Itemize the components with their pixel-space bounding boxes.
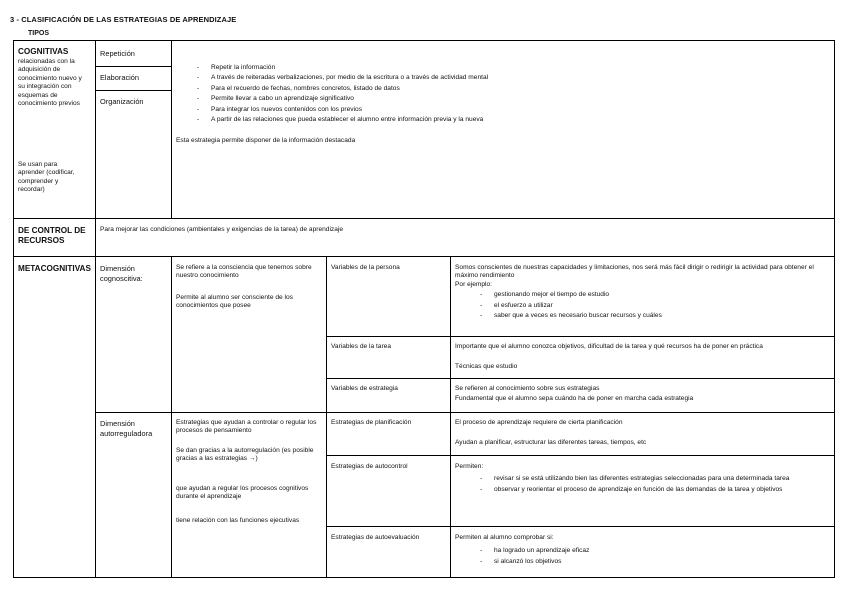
dim1-desc2: Permite al alumno ser consciente de los conocimientos que posee [176,294,293,310]
dim2-desc: Estrategias que ayudan a controlar o regular los procesos de pensamiento [176,419,317,435]
control-label: DE CONTROL DE RECURSOS [18,226,86,245]
cognitivas-closing: Esta estrategia permite disponer de la información destacada [176,137,356,144]
dimension-autorreguladora: Dimensión autorreguladora [100,419,153,438]
list-item: - ha logrado un aprendizaje eficaz [494,545,824,556]
row-bullets [494,545,824,567]
dim2-desc3: que ayudan a regular los procesos cognitivos durante el aprendizaje [176,485,309,501]
row-label: Variables de la tarea [331,343,391,350]
row-sub: Fundamental que el alumno sepa cuándo ha de poner en marcha cada estrategia [455,395,694,402]
row-text: Permiten al alumno comprobar si: [455,534,554,541]
dim2-desc2: Se dan gracias a la autorregulación (es posible gracias a las estrategias →) [176,447,314,463]
page-subtitle: TIPOS [28,30,50,37]
row-label: Estrategias de planificación [331,419,412,426]
metacognitivas-label: METACOGNITIVAS [18,264,91,273]
list-item: - Para el recuerdo de fechas, nombres concretos, listado de datos [211,84,811,94]
dimension-cognoscitiva: Dimensión cognoscitiva: [100,264,143,283]
dim2-desc4: tiene relación con las funciones ejecutivas [176,517,300,524]
cognitivas-bullets [211,63,811,125]
row-label: Variables de estrategia [331,385,398,392]
list-item: - revisar si se está utilizando bien las diferentes estrategias seleccionadas para una determinada tarea [494,474,824,485]
row-text: Importante que el alumno conozca objetivos, dificultad de la tarea y qué recursos ha de poner en práctica [455,343,763,350]
cognitivas-description: relacionadas con la adquisición de conocimiento nuevo y su integración con esquemas de conocimiento previos [18,58,82,108]
list-item: - A través de reiteradas verbalizaciones, por medio de la escritura o a través de actividad mental [211,73,811,83]
list-item: - el esfuerzo a utilizar [494,301,824,312]
row-label: Estrategias de autoevaluación [331,534,420,541]
list-item: - Para integrar los nuevos contenidos con los previos [211,105,811,115]
row-label: Variables de la persona [331,264,400,271]
list-item: - saber que a veces es necesario buscar recursos y cuáles [494,311,824,322]
list-item: - Repetir la información [211,63,811,73]
list-item: - gestionando mejor el tiempo de estudio [494,290,824,301]
type-organizacion: Organización [100,97,144,106]
cognitivas-label: COGNITIVAS [18,47,69,56]
row-text: Somos conscientes de nuestras capacidades y limitaciones, nos será más fácil dirigir o redirigir la actividad para obtener el máximo rendimiento [455,264,814,280]
row-bullets [494,474,824,495]
row-text: El proceso de aprendizaje requiere de cierta planificación [455,419,623,426]
type-repeticion: Repetición [100,49,135,58]
row-text: Permiten: [455,463,484,470]
list-item: - observar y reorientar el proceso de aprendizaje en función de las demandas de la tarea y objetivos [494,485,824,496]
cognitivas-description-use: Se usan para aprender (codificar, comprender y recordar) [18,161,75,194]
list-item: - A partir de las relaciones que pueda establecer el alumno entre información previa y la nueva [211,115,811,125]
page-title: 3 - CLASIFICACIÓN DE LAS ESTRATEGIAS DE APRENDIZAJE [10,15,237,24]
row-label: Estrategias de autocontrol [331,463,408,470]
list-item: - si alcanzó los objetivos [494,556,824,567]
list-item: - Permite llevar a cabo un aprendizaje significativo [211,94,811,104]
row-sub: Técnicas que estudio [455,363,518,370]
control-text: Para mejorar las condiciones (ambientales y exigencias de la tarea) de aprendizaje [100,226,344,233]
row-sub: Por ejemplo: [455,281,493,288]
dim1-desc: Se refiere a la consciencia que tenemos sobre nuestro conocimiento [176,264,312,280]
row-bullets [494,290,824,322]
row-sub: Ayudan a planificar, estructurar las diferentes tareas, tiempos, etc [455,439,647,446]
type-elaboracion: Elaboración [100,73,140,82]
row-text: Se refieren al conocimiento sobre sus estrategias [455,385,600,392]
